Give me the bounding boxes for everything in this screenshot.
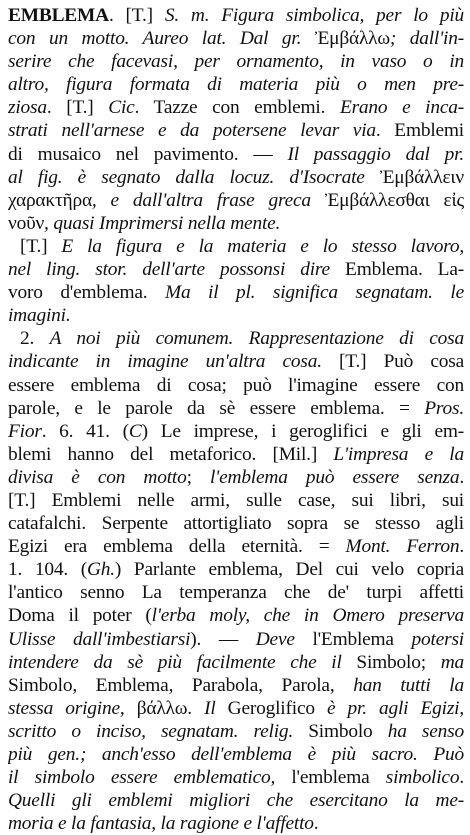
text-segment: Simbolo, Emblema, Parabola, Parola, [8, 674, 354, 696]
text-segment: di musaico nel pavimento. — [8, 143, 288, 165]
text-line [8, 512, 464, 535]
text-segment: 1. 104. ( [8, 559, 87, 581]
text-line [8, 4, 464, 27]
text-line [8, 350, 464, 373]
text-segment: Cic [108, 97, 135, 119]
text-segment: l'Emblema [294, 628, 412, 650]
text-line [8, 258, 464, 281]
text-segment: con un motto. Aureo lat. Dal gr. [8, 28, 315, 50]
text-segment: . [459, 536, 464, 558]
text-line [8, 651, 464, 674]
text-segment: catafalchi. Serpente attortigliato sopra se stesso agli [8, 513, 464, 535]
text-segment: parole, e le parole da sè essere emblema. = [8, 397, 425, 419]
text-segment: [T.] Può cosa [321, 351, 464, 373]
text-segment: Ἐμβάλλεσθαι εἰς [324, 189, 464, 211]
text-line [8, 374, 464, 397]
text-line [8, 535, 464, 558]
text-segment: , [119, 697, 137, 719]
text-segment: è pr. agli Egizi [326, 697, 460, 719]
text-segment: stessa origine [8, 697, 120, 719]
text-segment: più gen.; anch'esso dell'emblema è più sacro. Può [8, 744, 464, 765]
text-line [8, 443, 464, 466]
text-segment: . [459, 466, 464, 488]
text-line [8, 397, 464, 420]
text-segment: 2. [20, 328, 50, 350]
text-segment: Mont. Ferron [345, 536, 460, 558]
text-line [8, 27, 464, 50]
text-segment: ) Le imprese, i geroglifici e gli em- [141, 420, 464, 442]
text-line [8, 189, 464, 212]
text-segment: . [T.] [46, 97, 109, 119]
text-segment: Ἐμβάλλω [314, 28, 390, 50]
text-line [8, 604, 464, 627]
text-line [8, 743, 464, 766]
text-segment: . 6. 41. ( [41, 420, 129, 442]
text-segment: ; [186, 466, 210, 488]
text-segment: βάλλω [136, 697, 188, 719]
text-line [8, 50, 464, 73]
text-segment: ziosa [8, 97, 47, 119]
text-segment: Geroglifico [215, 697, 327, 719]
text-segment: νοῦν [8, 212, 45, 234]
text-line [8, 489, 464, 512]
text-segment: Il [204, 697, 216, 719]
text-segment: Il passaggio dal pr. [287, 143, 464, 165]
text-segment: potersi [411, 628, 464, 650]
text-line [8, 697, 464, 720]
text-segment: l'antico senno La temperanza che de' turpi affetti [8, 582, 464, 604]
text-segment: strati nell'arnese e da potersene levar via [8, 120, 376, 142]
text-segment: Emblema. La- [329, 259, 464, 281]
text-segment: ma [440, 651, 464, 673]
text-segment: S. m. Figura simbolica, per lo più [164, 5, 464, 26]
text-segment: altro, figura formata di materia più o men pre- [8, 74, 464, 96]
text-line [8, 96, 464, 119]
text-segment: Quelli gli emblemi migliori che esercitano la me- [8, 790, 464, 812]
text-segment: divisa è con motto [8, 466, 187, 488]
text-line [8, 789, 464, 812]
text-line [8, 628, 464, 651]
text-segment: [T.] [20, 235, 62, 257]
text-line [8, 166, 464, 189]
text-segment: A noi più comunem. Rappresentazione di cosa [49, 328, 464, 350]
text-segment: ha senso [387, 720, 464, 742]
text-segment: han tutti la [353, 674, 464, 696]
text-segment: L'impresa e la [333, 443, 464, 465]
text-segment: . Emblemi [375, 120, 464, 142]
text-line [8, 674, 464, 697]
text-segment: l'emblema può essere senza [209, 466, 460, 488]
text-line [8, 143, 464, 166]
text-segment: intendere da sè più facilmente che il [8, 651, 342, 673]
text-segment: ; dall'in- [389, 28, 464, 50]
text-segment: , [459, 697, 464, 719]
text-line [8, 766, 464, 789]
text-line [8, 420, 464, 443]
text-segment: imagini. [8, 305, 71, 327]
text-segment: ). — [190, 628, 256, 650]
text-segment: Simbolo [293, 720, 388, 742]
text-segment: . [313, 813, 319, 835]
text-segment: Erano e inca- [339, 97, 464, 119]
text-line [8, 558, 464, 581]
text-line [8, 119, 464, 142]
text-segment: nel ling. stor. dell'arte possonsi dire [8, 259, 330, 281]
text-segment: Deve [255, 628, 295, 650]
text-segment: [T.] Emblemi nelle armi, sulle case, sui libri, sui [8, 489, 464, 511]
text-segment: serire che facevasi, per ornamento, in vaso o in [8, 51, 464, 73]
text-line [8, 466, 464, 489]
text-segment: Doma il poter ( [8, 605, 152, 627]
text-segment: essere emblema di cosa; può l'imagine essere con [8, 374, 464, 396]
text-segment: blemi hanno del metaforico. [Mil.] [8, 443, 334, 465]
text-line [8, 720, 464, 743]
text-segment: . [T.] [108, 5, 165, 26]
text-segment: . [459, 767, 464, 789]
text-segment: moria e la fantasia, la ragione e l'affetto [8, 813, 314, 835]
text-segment: E la figura e la materia e lo stesso lavoro, [61, 235, 464, 257]
text-line [8, 812, 464, 835]
text-line [8, 235, 464, 258]
text-segment: χαρακτῆρα [8, 189, 92, 211]
text-line [8, 212, 464, 235]
text-segment: . Tazze con emblemi. [134, 97, 340, 119]
text-segment: il simbolo essere emblematico, [8, 767, 276, 789]
text-line [8, 327, 464, 350]
text-segment: Simbolo; [341, 651, 441, 673]
text-segment: . [187, 697, 205, 719]
text-segment: C [128, 420, 142, 442]
text-segment: Ulisse dall'imbestiarsi [8, 628, 191, 650]
text-segment: , quasi Imprimersi nella mente. [44, 212, 281, 234]
headword: EMBLEMA [8, 5, 109, 26]
text-segment: simbolico [385, 767, 460, 789]
text-segment: Egizi era emblema della eternità. = [8, 536, 346, 558]
text-segment: Pros. [424, 397, 464, 419]
text-segment: Fior [8, 420, 42, 442]
text-segment: scritto o inciso, segnatam. relig. [8, 720, 294, 742]
text-segment: Ἐμβάλλειν [379, 166, 464, 188]
text-segment: l'erba moly, che in Omero preserva [151, 605, 464, 627]
text-segment: ) Parlante emblema, Del cui velo copria [114, 559, 464, 581]
text-line [8, 581, 464, 604]
text-segment: indicante in imagine un'altra cosa. [8, 351, 322, 373]
text-line [8, 281, 464, 304]
text-segment: l'emblema [275, 767, 386, 789]
text-line [8, 304, 464, 327]
text-segment: al fig. è segnato dalla locuz. d'Isocrate [8, 166, 380, 188]
text-segment: , e dall'altra frase greca [91, 189, 325, 211]
text-line [8, 73, 464, 96]
text-segment: Ma il pl. significa segnatam. le [165, 282, 464, 304]
text-segment: Gh. [86, 559, 115, 581]
text-segment: voro d'emblema. [8, 282, 165, 304]
